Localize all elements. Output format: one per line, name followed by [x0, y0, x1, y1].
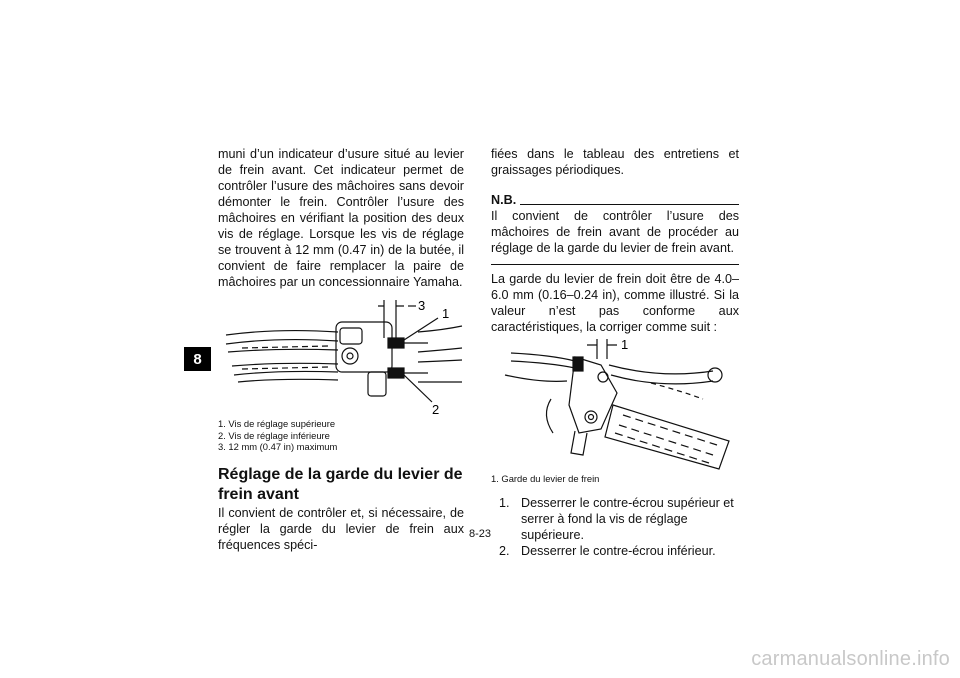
step-text: Desserrer le contre-écrou supérieur et serrer à fond la vis de réglage supérieure. — [521, 495, 734, 542]
step-number: 1. — [499, 495, 510, 510]
figure-callout-3: 3 — [418, 298, 426, 313]
left-column — [218, 146, 464, 553]
adjustment-steps — [491, 495, 739, 559]
note-header — [491, 191, 739, 208]
note-rule — [520, 204, 739, 205]
right-figure-caption — [491, 473, 739, 485]
right-paragraph-specification: La garde du levier de frein doit être de 4.0–6.0 mm (0.16–0.24 in), comme illustré. Si la valeur n’est pas conforme aux caractéristiques, la corriger comme suit : — [491, 272, 739, 334]
step-item — [491, 495, 739, 543]
brake-adjuster-figure — [218, 290, 464, 418]
note-text: Il convient de contrôler l’usure des mâchoires de frein avant de procéder au réglage de la garde du levier de frein avant. — [491, 209, 739, 255]
figure-callout-1: 1 — [442, 306, 450, 321]
caption-item: 3. 12 mm (0.47 in) maximum — [218, 441, 338, 453]
left-figure-captions — [218, 418, 464, 453]
left-paragraph-wear-indicator: muni d’un indicateur d’usure situé au levier de frein avant. Cet indicateur permet de contrôler l’usure des mâchoires sans devoir démonter le frein. Contrôler l’usure des mâchoires en vérifiant la position des deux vis de réglage. Lorsque les vis de réglage se trouvent à 12 mm (0.47 in) de la butée, il convient de faire remplacer la paire de mâchoires par un concessionnaire Yamaha. — [218, 147, 464, 289]
step-number: 2. — [499, 543, 510, 558]
page-number: 8-23 — [468, 528, 492, 540]
step-text: Desserrer le contre-écrou inférieur. — [521, 543, 716, 558]
figure-callout-1: 1 — [621, 337, 629, 352]
figure-callout-2: 2 — [432, 402, 440, 417]
note-label: N.B. — [491, 193, 517, 207]
right-paragraph-continuation: fiées dans le tableau des entretiens et graissages périodiques. — [491, 147, 739, 177]
watermark: carmanualsonline.info — [751, 648, 950, 670]
brake-lever-figure — [491, 335, 739, 473]
caption-item: 2. Vis de réglage inférieure — [218, 429, 330, 441]
right-column — [491, 146, 739, 559]
chapter-tab: 8 — [184, 347, 211, 371]
section-title: Réglage de la garde du levier de frein avant — [218, 465, 463, 503]
caption-item: 1. Vis de réglage supérieure — [218, 418, 336, 429]
caption-item: 1. Garde du levier de frein — [491, 473, 600, 484]
left-paragraph-free-play: Il convient de contrôler et, si nécessaire, de régler la garde du levier de frein aux fréquences spéci- — [218, 505, 464, 552]
step-item — [491, 543, 739, 559]
